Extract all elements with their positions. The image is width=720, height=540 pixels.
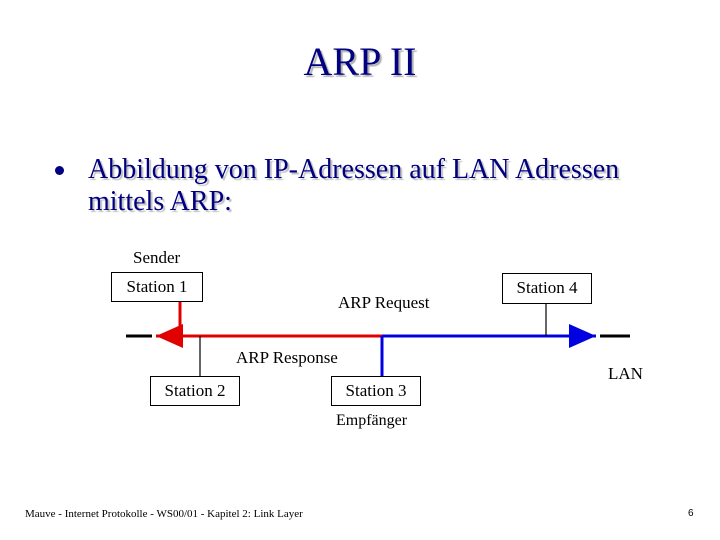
footer-text: Mauve - Internet Protokolle - WS00/01 - Kapitel 2: Link Layer [25,508,303,520]
bullet-text: Abbildung von IP-Adressen auf LAN Adressen mittels ARP: [88,154,620,217]
sender-label: Sender [133,248,181,267]
station1-label: Station 1 [126,277,188,296]
station2-box [150,376,240,406]
station4-label: Station 4 [516,278,578,297]
arp-request-label: ARP Request [338,293,430,312]
arp-response-label: ARP Response [236,348,338,367]
station1-box [111,272,203,302]
station3-label: Station 3 [345,381,407,400]
receiver-label: Empfänger [336,412,408,429]
station2-label: Station 2 [164,381,226,400]
lan-label: LAN [608,364,643,383]
page-number: 6 [688,508,694,519]
station4-box [502,273,592,304]
slide-title: ARP II [303,39,417,84]
station3-box [331,376,421,406]
